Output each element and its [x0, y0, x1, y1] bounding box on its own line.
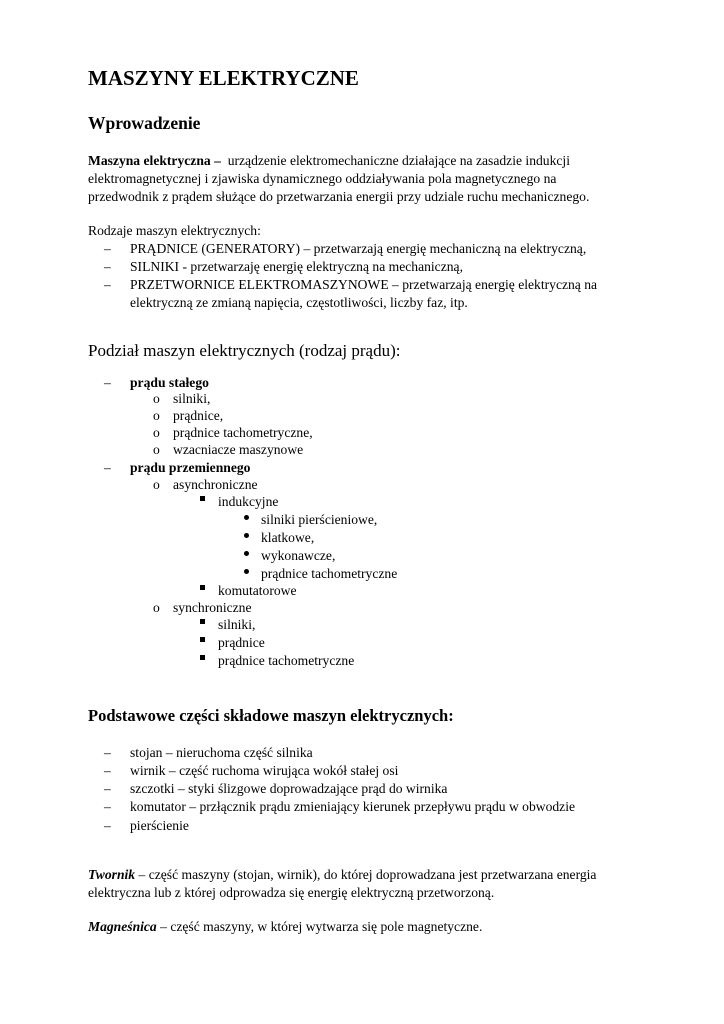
type-item-continuation: elektryczną ze zmianą napięcia, częstotliwości, liczby faz, itp.: [130, 295, 468, 310]
dash-marker: –: [104, 818, 111, 833]
sync-item: prądnice: [218, 635, 265, 650]
dc-label: prądu stałego: [130, 375, 209, 390]
magnesnica-text: – część maszyny, w której wytwarza się pole magnetyczne.: [156, 919, 483, 934]
round-bullet-icon: [244, 533, 249, 538]
part-item: komutator – przłącznik prądu zmieniający kierunek przepływu prądu w obwodzie: [130, 799, 576, 814]
induction-label: indukcyjne: [218, 494, 279, 509]
dc-item: wzacniacze maszynowe: [173, 442, 304, 457]
dash-marker: –: [104, 745, 111, 760]
part-item: pierścienie: [130, 818, 189, 833]
square-bullet-icon: [200, 637, 205, 642]
square-bullet-icon: [200, 619, 205, 624]
sync-item: prądnice tachometryczne: [218, 653, 355, 668]
definition-line-1: [88, 152, 570, 170]
part-item: stojan – nieruchoma część silnika: [130, 745, 313, 760]
division-heading: Podział maszyn elektrycznych (rodzaj prądu):: [88, 341, 401, 360]
circle-marker: o: [153, 391, 160, 406]
parts-heading: Podstawowe części składowe maszyn elektrycznych:: [88, 706, 454, 725]
square-bullet-icon: [200, 496, 205, 501]
twornik-term: Twornik: [88, 867, 136, 882]
twornik-definition-line-2: elektryczna lub z której odprowadza się energię elektryczną przetworzoną.: [88, 885, 495, 900]
circle-marker: o: [153, 477, 160, 492]
type-item: PRZETWORNICE ELEKTROMASZYNOWE – przetwarzają energię elektryczną na: [130, 277, 598, 292]
twornik-definition: [88, 866, 596, 884]
async-label: asynchroniczne: [173, 477, 258, 492]
definition-term: Maszyna elektryczna –: [88, 153, 221, 168]
circle-marker: o: [153, 408, 160, 423]
round-bullet-icon: [244, 515, 249, 520]
dash-marker: –: [104, 259, 111, 274]
dc-item: prądnice tachometryczne,: [173, 425, 313, 440]
page-title: MASZYNY ELEKTRYCZNE: [88, 66, 359, 90]
induction-item: prądnice tachometryczne: [261, 566, 398, 581]
magnesnica-term: Magneśnica: [88, 919, 157, 934]
dash-marker: –: [104, 241, 111, 256]
dc-item: silniki,: [173, 391, 211, 406]
ac-label: prądu przemiennego: [130, 460, 251, 475]
magnesnica-definition: [88, 918, 482, 936]
induction-item: silniki pierścieniowe,: [261, 512, 378, 527]
circle-marker: o: [153, 600, 160, 615]
sync-label: synchroniczne: [173, 600, 252, 615]
round-bullet-icon: [244, 569, 249, 574]
type-item: SILNIKI - przetwarzaję energię elektryczną na mechaniczną,: [130, 259, 463, 274]
intro-heading: Wprowadzenie: [88, 113, 201, 133]
dash-marker: –: [104, 460, 111, 475]
type-item: PRĄDNICE (GENERATORY) – przetwarzają energię mechaniczną na elektryczną,: [130, 241, 587, 256]
definition-text: urządzenie elektromechaniczne działające na zasadzie indukcji: [227, 153, 570, 168]
induction-item: klatkowe,: [261, 530, 315, 545]
types-label: Rodzaje maszyn elektrycznych:: [88, 223, 261, 238]
square-bullet-icon: [200, 585, 205, 590]
part-item: wirnik – część ruchoma wirująca wokół stałej osi: [130, 763, 399, 778]
part-item: szczotki – styki ślizgowe doprowadzające prąd do wirnika: [130, 781, 448, 796]
dash-marker: –: [104, 277, 111, 292]
dash-marker: –: [104, 375, 111, 390]
induction-item: wykonawcze,: [261, 548, 336, 563]
circle-marker: o: [153, 425, 160, 440]
dash-marker: –: [104, 781, 111, 796]
definition-line-3: przedwodnik z prądem służące do przetwarzania energii przy udziale ruchu mechanicznego.: [88, 189, 590, 204]
commutator-label: komutatorowe: [218, 583, 297, 598]
round-bullet-icon: [244, 551, 249, 556]
dash-marker: –: [104, 799, 111, 814]
definition-line-2: elektromagnetycznej i zjawiska dynamicznego oddziaływania pola magnetycznego na: [88, 171, 557, 186]
dc-item: prądnice,: [173, 408, 224, 423]
circle-marker: o: [153, 442, 160, 457]
dash-marker: –: [104, 763, 111, 778]
square-bullet-icon: [200, 655, 205, 660]
sync-item: silniki,: [218, 617, 256, 632]
twornik-text: – część maszyny (stojan, wirnik), do której doprowadzana jest przetwarzana energia: [135, 867, 597, 882]
